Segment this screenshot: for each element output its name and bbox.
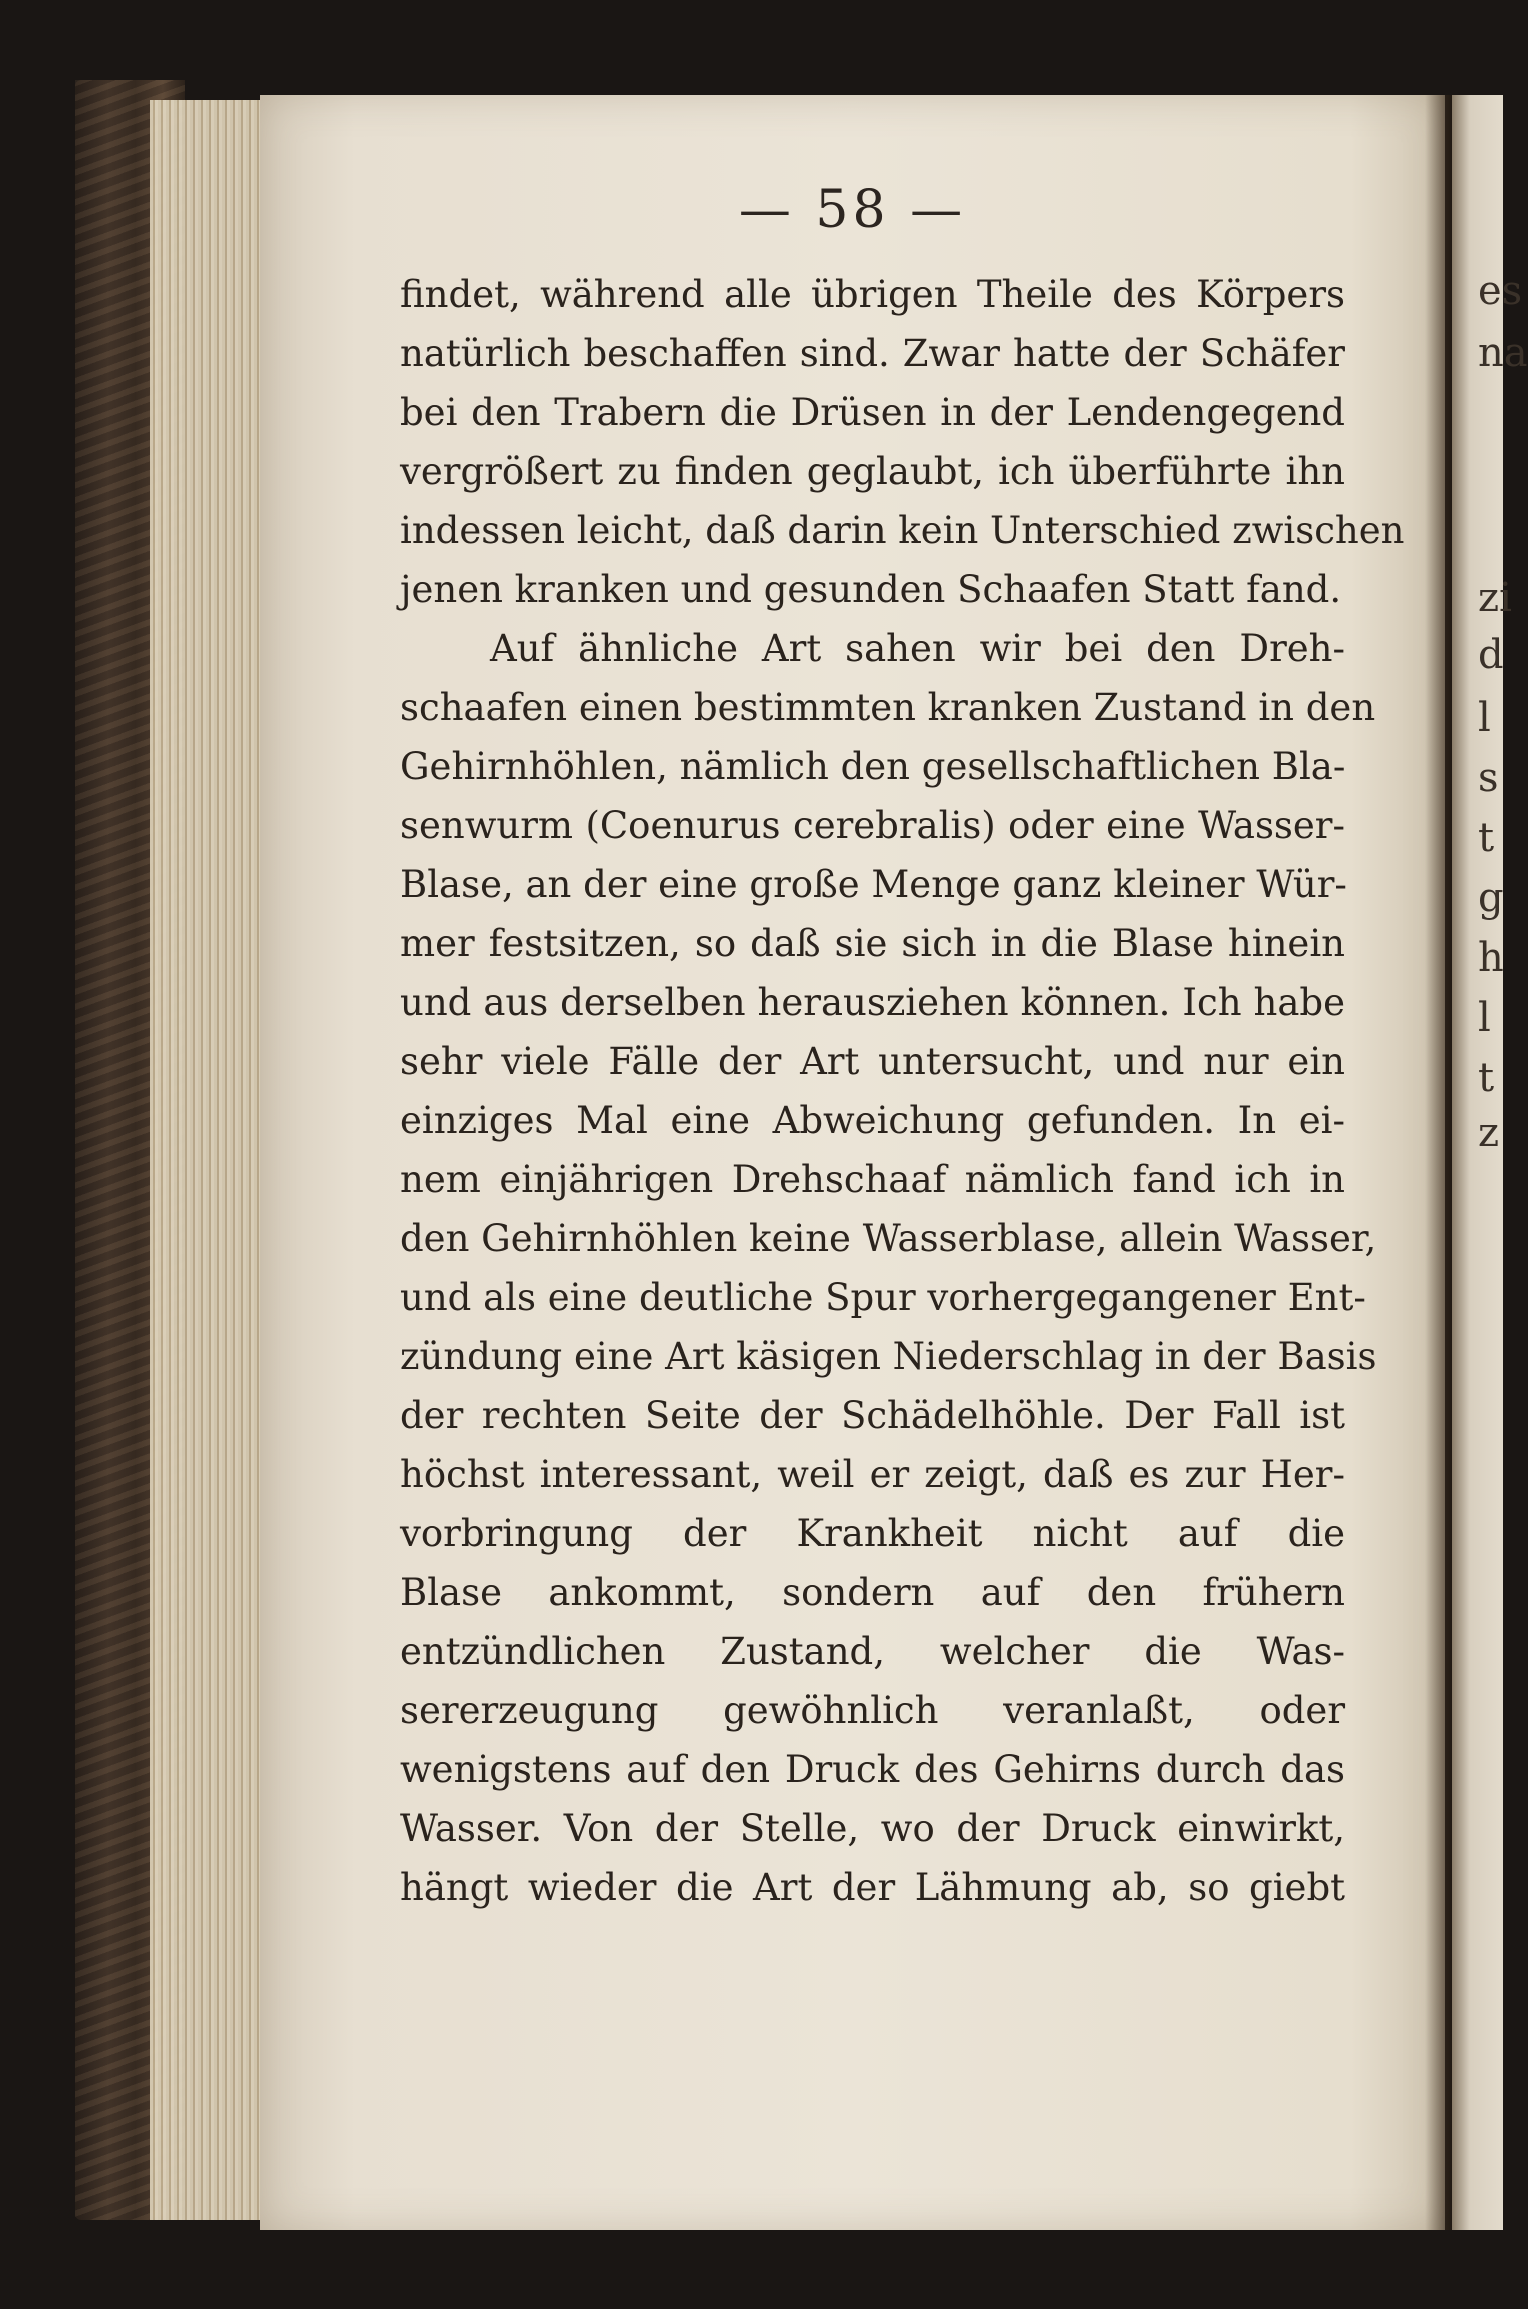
text-line: und aus derselben herausziehen können. Ich habe: [400, 981, 1345, 1024]
facing-page-edge: [1452, 95, 1503, 2230]
gutter-shadow: [1425, 95, 1455, 2230]
text-line: der rechten Seite der Schädelhöhle. Der Fall ist: [400, 1394, 1345, 1437]
text-line: natürlich beschaffen sind. Zwar hatte der Schäfer: [400, 332, 1345, 375]
text-line: Auf ähnliche Art sahen wir bei den Dreh-: [490, 627, 1345, 670]
facing-page-fragment: g: [1478, 875, 1504, 921]
facing-page-fragment: es: [1478, 268, 1523, 314]
page-number: — 58 —: [738, 180, 967, 240]
text-line: Gehirnhöhlen, nämlich den gesellschaftlichen Bla-: [400, 745, 1346, 788]
page-body: [400, 265, 1405, 1917]
text-line: höchst interessant, weil er zeigt, daß es zur Her-: [400, 1453, 1345, 1496]
facing-page-fragment: t: [1478, 1055, 1495, 1101]
text-line: Blase, an der eine große Menge ganz kleiner Wür-: [400, 863, 1347, 906]
facing-page-fragment: z: [1478, 1110, 1500, 1156]
text-line: indessen leicht, daß darin kein Unterschied zwischen: [400, 509, 1405, 552]
text-line: wenigstens auf den Druck des Gehirns durch das: [400, 1748, 1345, 1791]
text-line: und als eine deutliche Spur vorhergegangener Ent-: [400, 1276, 1366, 1319]
facing-page-fragment: t: [1478, 815, 1495, 861]
text-line: schaafen einen bestimmten kranken Zustand in den: [400, 686, 1376, 729]
text-line: einziges Mal eine Abweichung gefunden. In ei-: [400, 1099, 1345, 1142]
facing-page-fragment: na: [1478, 330, 1528, 376]
text-line: den Gehirnhöhlen keine Wasserblase, allein Wasser,: [400, 1217, 1377, 1260]
text-line: mer festsitzen, so daß sie sich in die Blase hinein: [400, 922, 1345, 965]
facing-page-fragment: l: [1478, 695, 1491, 741]
text-line: findet, während alle übrigen Theile des Körpers: [400, 273, 1345, 316]
text-line: sererzeugung gewöhnlich veranlaßt, oder: [400, 1689, 1345, 1732]
text-line: Blase ankommt, sondern auf den frühern: [400, 1571, 1345, 1614]
facing-page-fragment: l: [1478, 995, 1491, 1041]
facing-page-fragment: s: [1478, 755, 1499, 801]
text-line: bei den Trabern die Drüsen in der Lendengegend: [400, 391, 1345, 434]
text-line: sehr viele Fälle der Art untersucht, und nur ein: [400, 1040, 1345, 1083]
text-line: senwurm (Coenurus cerebralis) oder eine Wasser-: [400, 804, 1345, 847]
facing-page-fragment: h: [1478, 935, 1504, 981]
text-line: vorbringung der Krankheit nicht auf die: [400, 1512, 1345, 1555]
text-line: Wasser. Von der Stelle, wo der Druck einwirkt,: [400, 1807, 1345, 1850]
text-line: entzündlichen Zustand, welcher die Was-: [400, 1630, 1345, 1673]
text-line: jenen kranken und gesunden Schaafen Statt fand.: [400, 568, 1342, 611]
facing-page-fragment: d: [1478, 632, 1504, 678]
text-line: vergrößert zu finden geglaubt, ich überführte ihn: [400, 450, 1345, 493]
facing-page-fragment: zi: [1478, 575, 1512, 621]
page-edges: [150, 100, 270, 2220]
text-line: zündung eine Art käsigen Niederschlag in der Basis: [400, 1335, 1377, 1378]
text-line: hängt wieder die Art der Lähmung ab, so giebt: [400, 1866, 1345, 1909]
text-line: nem einjährigen Drehschaaf nämlich fand ich in: [400, 1158, 1345, 1201]
